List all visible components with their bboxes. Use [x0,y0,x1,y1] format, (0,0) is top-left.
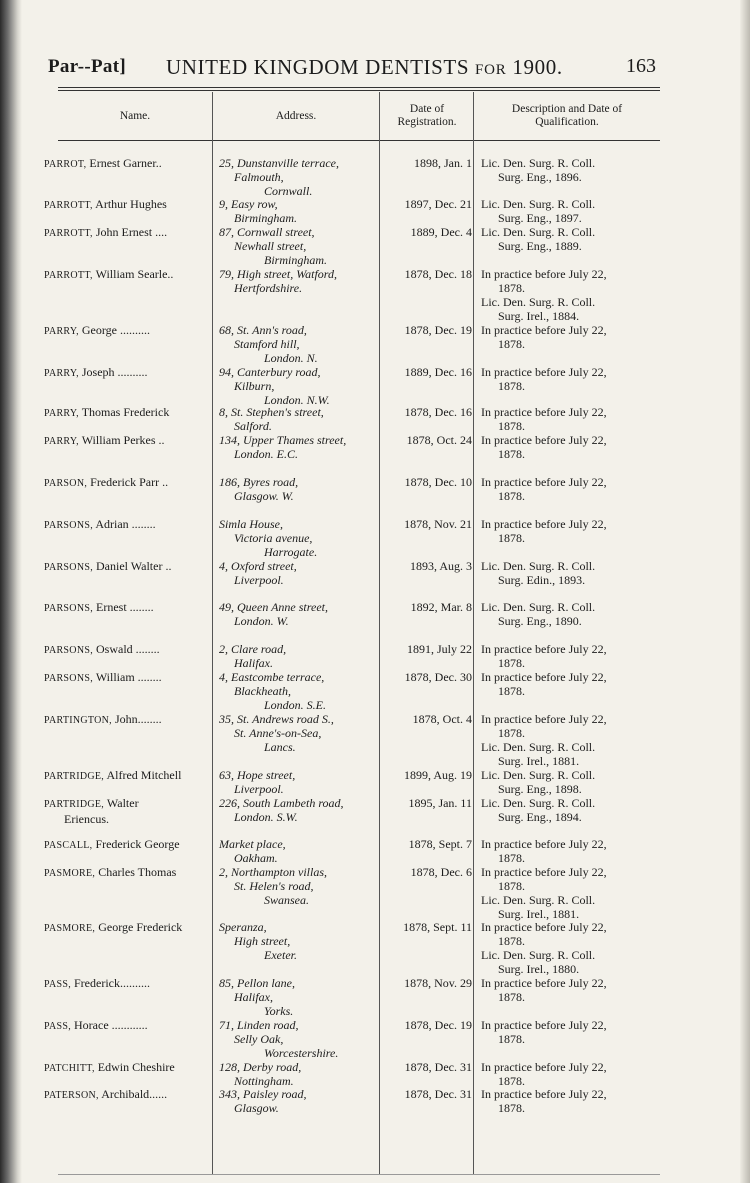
entry-address [219,600,384,628]
address-line: 49, Queen Anne street, [219,600,328,614]
entry-address [219,365,384,407]
entry-qualification [481,475,651,503]
entry-qualification [481,225,651,253]
header-range: Par--Pat] [48,56,126,77]
address-line: Halifax. [234,656,273,670]
entry-address [219,559,384,587]
col-desc-line2: Qualification. [535,116,599,128]
entry-address [219,865,384,907]
entry-qualification [481,1087,651,1115]
entry-address [219,1087,384,1115]
address-line: Hertfordshire. [234,281,303,295]
entry-qualification [481,405,651,433]
qualification-line: In practice before July 22, [481,1018,607,1032]
entry-surname: PASS, [44,1021,71,1032]
book-spine-shadow [0,0,22,1183]
qualification-line: Lic. Den. Surg. R. Coll. [481,768,596,782]
qualification-line: In practice before July 22, [481,837,607,851]
entry-qualification [481,920,651,976]
address-line: London. S.E. [264,698,327,712]
entry-name [44,405,214,421]
entry-qualification [481,837,651,865]
entry-qualification [481,670,651,698]
address-line: Simla House, [219,517,283,531]
entry-address [219,267,384,295]
address-line: Cornwall. [264,184,313,198]
qualification-line: In practice before July 22, [481,517,607,531]
header-rule [58,87,660,88]
address-line: 4, Eastcombe terrace, [219,670,325,684]
col-date-line2: Registration. [397,116,457,128]
address-line: 25, Dunstanville terrace, [219,156,339,170]
qualification-line: In practice before July 22, [481,405,607,419]
entry-given-names: Joseph .......... [81,365,148,379]
address-line: 134, Upper Thames street, [219,433,347,447]
entry-surname: PARSONS, [44,673,94,684]
entry-given-names: Walter [106,796,139,810]
address-line: Lancs. [264,740,296,754]
address-line: London. W. [234,614,289,628]
address-line: 9, Easy row, [219,197,278,211]
entry-name [44,197,214,213]
address-line: Selly Oak, [234,1032,284,1046]
address-line: 94, Canterbury road, [219,365,321,379]
address-line: 68, St. Ann's road, [219,323,307,337]
address-line: Blackheath, [234,684,291,698]
qualification-line: In practice before July 22, [481,865,607,879]
entry-name [44,1087,214,1103]
qualification-line: Surg. Eng., 1890. [498,614,582,628]
header-title-main: UNITED KINGDOM DENTISTS [166,55,470,79]
address-line: 87, Cornwall street, [219,225,315,239]
entry-surname: PASMORE, [44,923,96,934]
entry-given-names: Charles Thomas [98,865,177,879]
qualification-line: In practice before July 22, [481,920,607,934]
header-title [166,55,563,80]
qualification-line: 1878. [498,1101,525,1115]
qualification-line: Surg. Irel., 1881. [498,907,580,921]
entry-qualification [481,865,651,921]
entry-given-names: Arthur Hughes [95,197,167,211]
entry-registration-date: 1878, Dec. 18 [404,267,472,281]
entry-address [219,796,384,824]
entry-registration-date: 1878, Dec. 31 [404,1087,472,1101]
address-line: 35, St. Andrews road S., [219,712,334,726]
entry-given-names: Frederick George [95,837,180,851]
entry-name [44,323,214,339]
entry-address [219,517,384,559]
col-desc-header [474,92,660,140]
entry-surname: PASCALL, [44,840,93,851]
entry-address [219,670,384,712]
entry-address [219,225,384,267]
qualification-line: Surg. Eng., 1897. [498,211,582,225]
entry-surname: PARROTT, [44,228,93,239]
entry-registration-date: 1878, Dec. 30 [404,670,472,684]
entry-qualification [481,156,651,184]
address-line: Halifax, [234,990,273,1004]
entry-surname: PARSON, [44,478,88,489]
qualification-line: In practice before July 22, [481,642,607,656]
entry-surname: PASMORE, [44,868,96,879]
qualification-line: Lic. Den. Surg. R. Coll. [481,295,596,309]
entry-registration-date: 1878, Dec. 16 [404,405,472,419]
qualification-line: Lic. Den. Surg. R. Coll. [481,796,596,810]
qualification-line: Lic. Den. Surg. R. Coll. [481,559,596,573]
entry-name [44,976,214,992]
address-line: Glasgow. W. [234,489,294,503]
qualification-line: 1878. [498,419,525,433]
entry-given-names: John Ernest .... [95,225,168,239]
entry-address [219,475,384,503]
entry-qualification [481,323,651,351]
entry-given-names: John........ [115,712,162,726]
qualification-line: In practice before July 22, [481,670,607,684]
page-header [48,52,658,86]
column-headers [58,92,660,140]
entry-registration-date: 1878, Dec. 19 [404,1018,472,1032]
qualification-line: In practice before July 22, [481,475,607,489]
qualification-line: In practice before July 22, [481,976,607,990]
entry-surname: PARSONS, [44,603,94,614]
entry-name [44,559,214,575]
qualification-line: Lic. Den. Surg. R. Coll. [481,600,596,614]
address-line: Exeter. [264,948,297,962]
column-header-rule [58,140,660,141]
entry-name [44,642,214,658]
address-line: 226, South Lambeth road, [219,796,344,810]
entry-qualification [481,642,651,670]
column-divider [473,92,474,1174]
entry-address [219,976,384,1018]
entry-address [219,323,384,365]
entry-qualification [481,1060,651,1088]
entry-registration-date: 1878, Oct. 4 [412,712,472,726]
entry-registration-date: 1878, Dec. 31 [404,1060,472,1074]
qualification-line: In practice before July 22, [481,365,607,379]
qualification-line: Surg. Irel., 1884. [498,309,580,323]
col-address-header: Address. [275,109,317,122]
entry-surname: PARTRIDGE, [44,771,105,782]
entry-qualification [481,976,651,1004]
entry-qualification [481,365,651,393]
page-number: 163 [626,55,656,77]
entry-address [219,433,384,461]
qualification-line: Lic. Den. Surg. R. Coll. [481,156,596,170]
entry-address [219,712,384,754]
address-line: Market place, [219,837,286,851]
address-line: Birmingham. [264,253,327,267]
address-line: Liverpool. [234,573,284,587]
entry-name [44,1060,214,1076]
address-line: St. Anne's-on-Sea, [234,726,322,740]
entry-registration-date: 1892, Mar. 8 [410,600,472,614]
entry-address [219,1018,384,1060]
qualification-line: 1878. [498,337,525,351]
entry-name [44,920,214,936]
address-line: London. S.W. [234,810,298,824]
address-line: 343, Paisley road, [219,1087,307,1101]
entry-surname: PATCHITT, [44,1063,95,1074]
entry-qualification [481,433,651,461]
entry-given-names: Horace ............ [74,1018,148,1032]
entry-address [219,768,384,796]
entry-surname: PATERSON, [44,1090,99,1101]
qualification-line: 1878. [498,934,525,948]
qualification-line: In practice before July 22, [481,433,607,447]
entry-qualification [481,1018,651,1046]
entry-registration-date: 1895, Jan. 11 [408,796,472,810]
entry-name [44,1018,214,1034]
address-line: Yorks. [264,1004,294,1018]
qualification-line: In practice before July 22, [481,1060,607,1074]
entry-given-names: Ernest ........ [96,600,154,614]
address-line: 79, High street, Watford, [219,267,338,281]
entry-address [219,920,384,962]
entry-name [44,475,214,491]
entry-name [44,670,214,686]
entry-name [44,712,214,728]
entry-given-names: Oswald ........ [96,642,160,656]
address-line: 4, Oxford street, [219,559,297,573]
header-title-for: FOR [474,62,507,78]
entry-qualification [481,267,651,323]
qualification-line: Surg. Eng., 1898. [498,782,582,796]
qualification-line: 1878. [498,1074,525,1088]
entry-qualification [481,559,651,587]
qualification-line: 1878. [498,879,525,893]
qualification-line: Surg. Eng., 1889. [498,239,582,253]
address-line: St. Helen's road, [234,879,314,893]
address-line: Kilburn, [234,379,275,393]
qualification-line: In practice before July 22, [481,1087,607,1101]
address-line: 128, Derby road, [219,1060,302,1074]
entry-given-names: George .......... [81,323,150,337]
entry-address [219,642,384,670]
entry-name [44,865,214,881]
entry-surname: PARTRIDGE, [44,799,105,810]
entry-surname: PARSONS, [44,562,94,573]
entry-registration-date: 1898, Jan. 1 [414,156,472,170]
qualification-line: 1878. [498,990,525,1004]
entry-registration-date: 1878, Nov. 29 [404,976,472,990]
entry-given-names: Archibald...... [101,1087,168,1101]
qualification-line: Surg. Edin., 1893. [498,573,586,587]
qualification-line: Lic. Den. Surg. R. Coll. [481,948,596,962]
entry-registration-date: 1878, Sept. 7 [408,837,472,851]
entry-name [44,267,214,283]
qualification-line: 1878. [498,489,525,503]
qualification-line: 1878. [498,851,525,865]
entry-registration-date: 1891, July 22 [406,642,472,656]
qualification-line: 1878. [498,726,525,740]
entry-registration-date: 1878, Dec. 19 [404,323,472,337]
entry-name [44,433,214,449]
qualification-line: In practice before July 22, [481,323,607,337]
address-line: Liverpool. [234,782,284,796]
header-rule-double [58,90,660,91]
qualification-line: Lic. Den. Surg. R. Coll. [481,225,596,239]
address-line: Swansea. [264,893,309,907]
qualification-line: 1878. [498,379,525,393]
entry-given-names: William Searle.. [95,267,174,281]
address-line: 8, St. Stephen's street, [219,405,324,419]
address-line: 2, Northampton villas, [219,865,328,879]
entry-surname: PARRY, [44,408,79,419]
address-line: Salford. [234,419,272,433]
entry-registration-date: 1897, Dec. 21 [404,197,472,211]
address-line: Stamford hill, [234,337,300,351]
entry-surname: PARTINGTON, [44,715,112,726]
entry-qualification [481,600,651,628]
address-line: Birmingham. [234,211,297,225]
entry-name [44,517,214,533]
qualification-line: Surg. Eng., 1894. [498,810,582,824]
entry-surname: PASS, [44,979,71,990]
col-date-line1: Date of [409,103,445,115]
entry-qualification [481,517,651,545]
entry-surname: PARSONS, [44,645,94,656]
address-line: Harrogate. [264,545,318,559]
entry-qualification [481,768,651,796]
entry-registration-date: 1878, Dec. 6 [410,865,472,879]
entry-name [44,796,214,826]
page-edge-shadow [740,0,750,1183]
address-line: High street, [234,934,291,948]
entry-address [219,156,384,198]
col-name-header: Name. [119,109,151,122]
qualification-line: Surg. Irel., 1880. [498,962,580,976]
entry-registration-date: 1878, Dec. 10 [404,475,472,489]
qualification-line: Lic. Den. Surg. R. Coll. [481,740,596,754]
entry-registration-date: 1878, Sept. 11 [403,920,472,934]
address-line: Nottingham. [234,1074,294,1088]
qualification-line: 1878. [498,656,525,670]
col-desc-line1: Description and Date of [511,103,623,115]
entry-given-names: Frederick Parr .. [90,475,169,489]
address-line: Speranza, [219,920,267,934]
entry-name [44,365,214,381]
entry-surname: PARROT, [44,159,87,170]
address-line: 2, Clare road, [219,642,287,656]
entry-registration-date: 1878, Nov. 21 [404,517,472,531]
address-line: Falmouth, [234,170,284,184]
address-line: Newhall street, [234,239,307,253]
address-line: London. N.W. [264,393,330,407]
entry-given-names: Ernest Garner.. [89,156,162,170]
entry-registration-date: 1878, Oct. 24 [406,433,472,447]
qualification-line: 1878. [498,281,525,295]
entry-address [219,197,384,225]
entry-given-names: Thomas Frederick [81,405,170,419]
entry-name [44,600,214,616]
entry-address [219,837,384,865]
qualification-line: Surg. Eng., 1896. [498,170,582,184]
qualification-line: Lic. Den. Surg. R. Coll. [481,893,596,907]
entry-registration-date: 1889, Dec. 16 [404,365,472,379]
column-divider [212,92,213,1174]
entry-surname: PARRY, [44,436,79,447]
address-line: Worcestershire. [264,1046,339,1060]
entry-qualification [481,712,651,768]
entry-registration-date: 1899, Aug. 19 [403,768,472,782]
address-line: Victoria avenue, [234,531,313,545]
entry-name [44,768,214,784]
entry-surname: PARSONS, [44,520,94,531]
entry-given-names-cont: Eriencus. [64,812,109,826]
entry-name [44,156,214,172]
entry-name [44,225,214,241]
entry-address [219,1060,384,1088]
qualification-line: In practice before July 22, [481,267,607,281]
address-line: 63, Hope street, [219,768,296,782]
qualification-line: 1878. [498,531,525,545]
entry-given-names: Adrian ........ [95,517,156,531]
header-title-year: 1900. [512,55,563,79]
entry-registration-date: 1889, Dec. 4 [410,225,472,239]
entry-given-names: Alfred Mitchell [106,768,182,782]
entry-given-names: William ........ [95,670,162,684]
entry-given-names: William Perkes .. [81,433,165,447]
entry-given-names: George Frederick [98,920,183,934]
address-line: Glasgow. [234,1101,279,1115]
address-line: 71, Linden road, [219,1018,299,1032]
entry-registration-date: 1893, Aug. 3 [409,559,472,573]
entry-surname: PARROTT, [44,270,93,281]
address-line: 85, Pellon lane, [219,976,295,990]
entry-qualification [481,796,651,824]
qualification-line: 1878. [498,1032,525,1046]
address-line: Oakham. [234,851,278,865]
qualification-line: Lic. Den. Surg. R. Coll. [481,197,596,211]
qualification-line: 1878. [498,447,525,461]
address-line: 186, Byres road, [219,475,299,489]
qualification-line: 1878. [498,684,525,698]
qualification-line: In practice before July 22, [481,712,607,726]
entry-qualification [481,197,651,225]
address-line: London. E.C. [234,447,299,461]
page-bottom-rule [58,1174,660,1175]
entry-given-names: Daniel Walter .. [96,559,172,573]
entry-surname: PARRY, [44,368,79,379]
qualification-line: Surg. Irel., 1881. [498,754,580,768]
address-line: London. N. [264,351,318,365]
entry-surname: PARRY, [44,326,79,337]
entry-given-names: Edwin Cheshire [97,1060,175,1074]
col-date-header [380,92,474,140]
entry-address [219,405,384,433]
entry-given-names: Frederick.......... [74,976,150,990]
entry-surname: PARROTT, [44,200,93,211]
entry-name [44,837,214,853]
